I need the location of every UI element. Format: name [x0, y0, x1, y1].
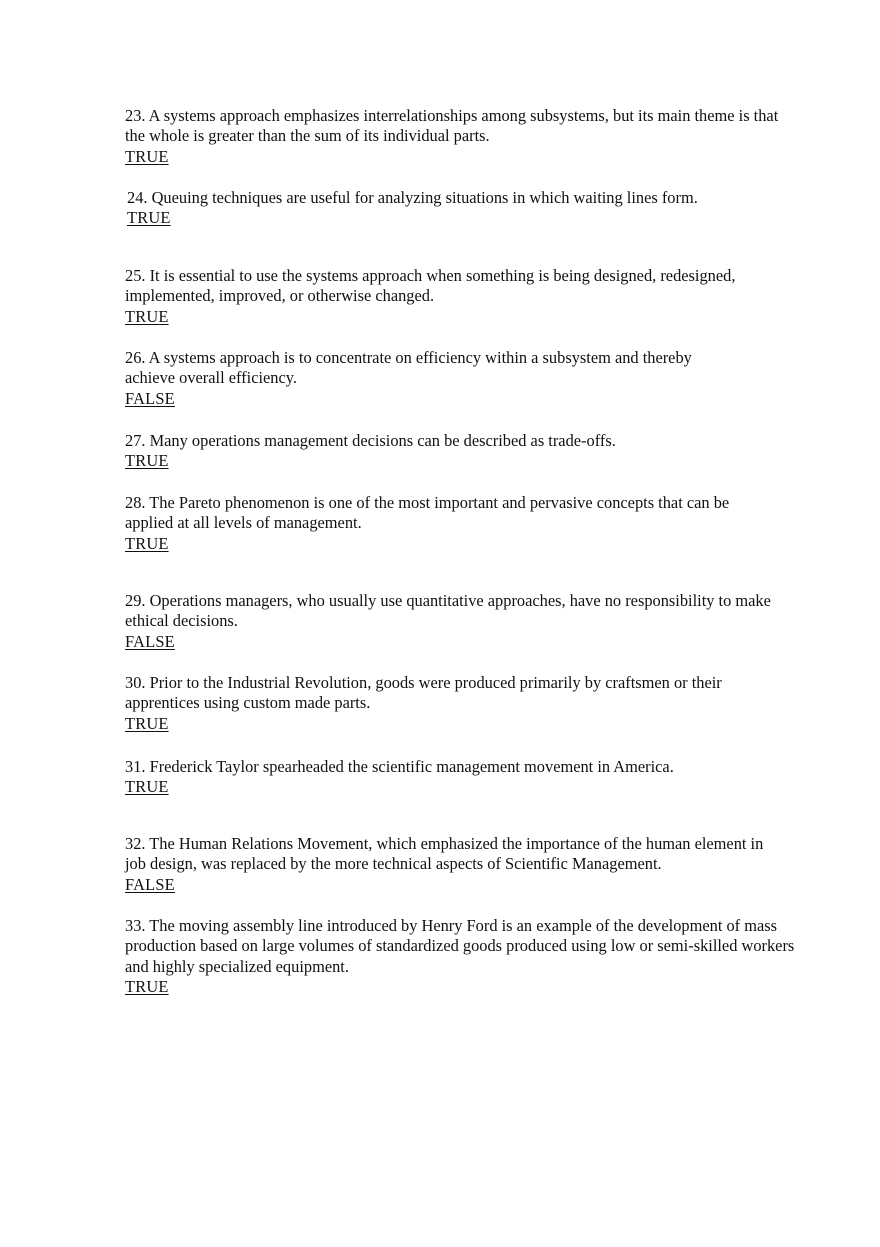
answer-label: TRUE — [125, 146, 169, 166]
answer-label: TRUE — [125, 533, 169, 553]
answer-label: TRUE — [125, 306, 169, 326]
question-28 — [125, 493, 780, 554]
question-24 — [127, 188, 807, 229]
question-text: 24. Queuing techniques are useful for analyzing situations in which waiting lines form. — [127, 188, 698, 207]
question-25 — [125, 266, 785, 327]
question-32 — [125, 834, 785, 895]
answer-label: FALSE — [125, 631, 175, 651]
question-29 — [125, 591, 780, 652]
answer-label: TRUE — [127, 208, 171, 228]
question-27 — [125, 431, 805, 472]
question-text: 26. A systems approach is to concentrate on efficiency within a subsystem and thereby achieve overall efficiency. — [125, 348, 692, 388]
question-text: 25. It is essential to use the systems approach when something is being designed, redesigned, implemented, improved, or otherwise changed. — [125, 266, 736, 306]
answer-label: TRUE — [125, 976, 169, 996]
answer-label: TRUE — [125, 451, 169, 471]
question-31 — [125, 757, 805, 798]
question-text: 28. The Pareto phenomenon is one of the most important and pervasive concepts that can be applied at all levels of management. — [125, 493, 730, 533]
question-26 — [125, 348, 735, 409]
question-text: 32. The Human Relations Movement, which emphasized the importance of the human element in job design, was replaced by the more technical aspects of Scientific Management. — [125, 834, 764, 874]
answer-label: TRUE — [125, 713, 169, 733]
question-text: 29. Operations managers, who usually use quantitative approaches, have no responsibility to make ethical decisions. — [125, 591, 771, 631]
question-text: 30. Prior to the Industrial Revolution, goods were produced primarily by craftsmen or their apprentices using custom made parts. — [125, 673, 722, 713]
question-text: 33. The moving assembly line introduced by Henry Ford is an example of the development of mass production based on large volumes of standardized goods produced using low or semi-skilled workers and highly specialized equipment. — [125, 916, 795, 976]
question-23 — [125, 106, 785, 167]
question-30 — [125, 673, 770, 734]
question-33 — [125, 916, 795, 997]
question-text: 31. Frederick Taylor spearheaded the scientific management movement in America. — [125, 757, 674, 776]
answer-label: TRUE — [125, 777, 169, 797]
question-text: 27. Many operations management decisions can be described as trade-offs. — [125, 431, 616, 450]
answer-label: FALSE — [125, 874, 175, 894]
answer-label: FALSE — [125, 388, 175, 408]
question-text: 23. A systems approach emphasizes interrelationships among subsystems, but its main theme is that the whole is greater than the sum of its individual parts. — [125, 106, 779, 146]
